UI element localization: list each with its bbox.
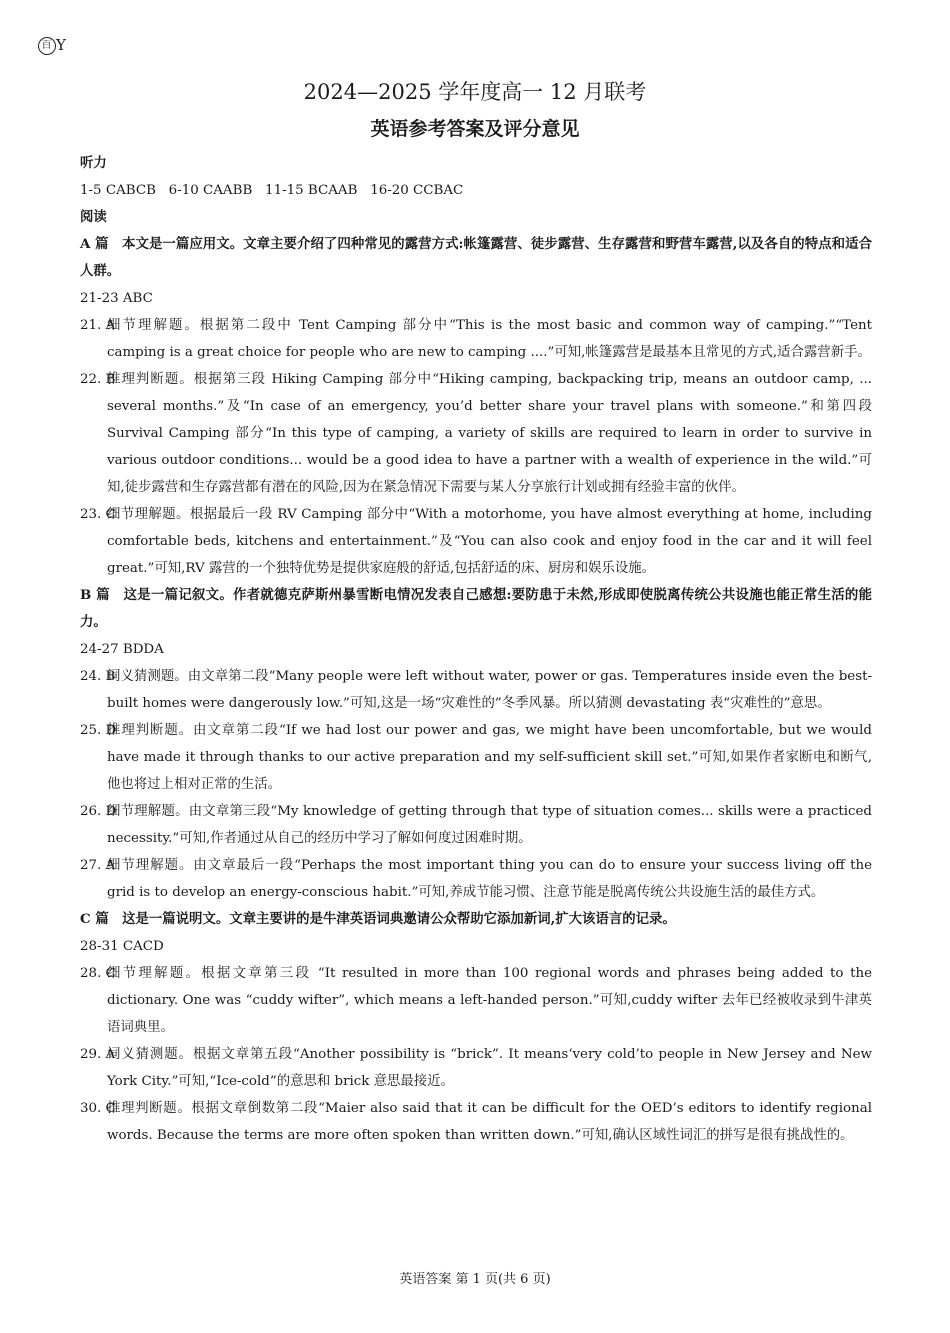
question-number: 23. C: [80, 507, 116, 522]
listening-answers: 1-5 CABCB 6-10 CAABB 11-15 BCAAB 16-20 CCBAC: [80, 183, 464, 198]
question-explanation: 词义猜测题。由文章第二段“Many people were left without water, power or gas. Temperatures inside even the best-built homes were dangerously low.”可知,这是一场“灾难性的”冬季风暴。所以猜测 devastating 表“灾难性的”意思。: [107, 669, 872, 711]
section-c-intro: C 篇 这是一篇说明文。文章主要讲的是牛津英语词典邀请公众帮助它添加新词,扩大该语言的记录。: [80, 911, 676, 927]
question-item: [80, 663, 872, 717]
question-number: 22. B: [80, 372, 116, 387]
section-a-intro: A 篇 本文是一篇应用文。文章主要介绍了四种常见的露营方式:帐篷露营、徒步露营、生存露营和野营车露营,以及各自的特点和适合人群。: [80, 236, 872, 279]
question-item: [80, 960, 872, 1041]
question-number: 28. C: [80, 966, 116, 981]
page-footer: 英语答案 第 1 页(共 6 页): [399, 1272, 551, 1287]
question-number: 26. D: [80, 804, 117, 819]
question-explanation: 细节理解题。由文章第三段“My knowledge of getting through that type of situation comes... skills were a practiced necessity.”可知,作者通过从自己的经历中学习了解如何度过困难时期。: [107, 804, 872, 846]
question-item: [80, 717, 872, 798]
question-item: [80, 798, 872, 852]
question-explanation: 细节理解题。由文章最后一段“Perhaps the most important thing you can do to ensure your success living off the grid is to develop an energy-conscious habit.”可知,养成节能习惯、注意节能是脱离传统公共设施生活的最佳方式。: [107, 858, 872, 900]
question-number: 30. C: [80, 1101, 116, 1116]
logo-seal-icon: 百: [38, 37, 56, 55]
publisher-logo: 百 Y: [38, 36, 67, 55]
question-explanation: 细节理解题。根据第二段中 Tent Camping 部分中“This is the most basic and common way of camping.”“Tent camping is a great choice for people who are new to camping ....”可知,帐篷露营是最基本且常见的方式,适合露营新手。: [107, 318, 872, 360]
question-explanation: 推理判断题。根据第三段 Hiking Camping 部分中“Hiking camping, backpacking trip, means an outdoor camp, ... several months.”及“In case of an emergency, you’d better share your travel plans with someone.”和第四段 Survival Camping 部分“In this type of camping, a variety of skills are required to learn in order to survive in various outdoor conditions... would be a good idea to have a partner with a wealth of experience in the wild.”可知,徒步露营和生存露营都有潜在的风险,因为在紧急情况下需要与某人分享旅行计划或拥有经验丰富的伙伴。: [107, 372, 872, 495]
question-explanation: 细节理解题。根据文章第三段 “It resulted in more than 100 regional words and phrases being added to the dictionary. One was “cuddy wifter”, which means a left-handed person.”可知,cuddy wifter 去年已经被收录到牛津英语词典里。: [107, 966, 872, 1035]
question-item: [80, 852, 872, 906]
question-number: 27. A: [80, 858, 116, 873]
page-title: 2024—2025 学年度高一 12 月联考: [303, 80, 647, 104]
section-a-answers: 21-23 ABC: [80, 291, 153, 306]
section-b-answers: 24-27 BDDA: [80, 642, 164, 657]
question-number: 24. B: [80, 669, 116, 684]
answer-content: [80, 150, 872, 1149]
question-item: [80, 366, 872, 501]
question-explanation: 词义猜测题。根据文章第五段“Another possibility is “brick”. It means‘very cold’to people in New Jersey and New York City.”可知,“Ice-cold”的意思和 brick 意思最接近。: [107, 1047, 872, 1089]
question-explanation: 细节理解题。根据最后一段 RV Camping 部分中“With a motorhome, you have almost everything at home, including comfortable beds, kitchens and entertainment.”及“You can also cook and enjoy food in the car and it will feel great.”可知,RV 露营的一个独特优势是提供家庭般的舒适,包括舒适的床、厨房和娱乐设施。: [107, 507, 872, 576]
question-number: 21. A: [80, 318, 116, 333]
question-number: 29. A: [80, 1047, 116, 1062]
question-number: 25. D: [80, 723, 117, 738]
question-item: [80, 312, 872, 366]
question-item: [80, 1041, 872, 1095]
question-item: [80, 501, 872, 582]
section-b-intro: B 篇 这是一篇记叙文。作者就德克萨斯州暴雪断电情况发表自己感想:要防患于未然,形成即使脱离传统公共设施也能正常生活的能力。: [80, 587, 872, 630]
question-item: [80, 1095, 872, 1149]
section-c-answers: 28-31 CACD: [80, 939, 164, 954]
question-explanation: 推理判断题。由文章第二段“If we had lost our power and gas, we might have been uncomfortable, but we would have made it through thanks to our active preparation and my self-sufficient skill set.”可知,如果作者家断电和断气,他也将过上相对正常的生活。: [107, 723, 872, 792]
question-explanation: 推理判断题。根据文章倒数第二段“Maier also said that it can be difficult for the OED’s editors to identify regional words. Because the terms are more often spoken than written down.”可知,确认区域性词汇的拼写是很有挑战性的。: [107, 1101, 872, 1143]
page-subtitle: 英语参考答案及评分意见: [370, 118, 580, 140]
listening-label: 听力: [80, 155, 107, 171]
reading-label: 阅读: [80, 209, 107, 225]
